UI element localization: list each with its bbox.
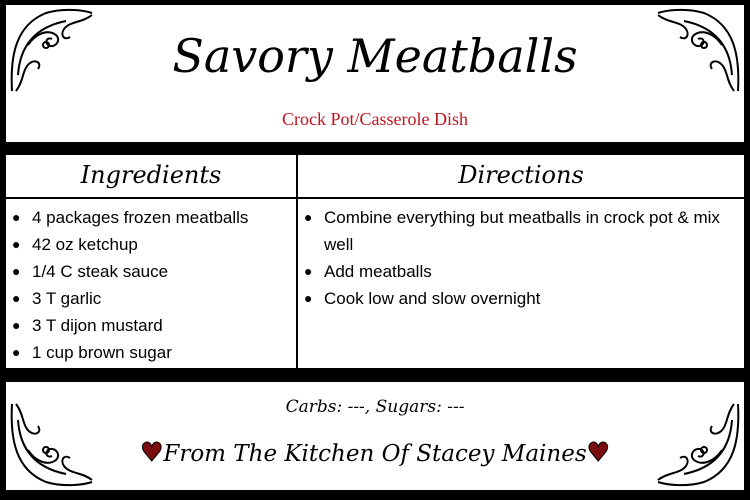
kitchen-credit-text: From The Kitchen Of Stacey Maines xyxy=(163,441,587,467)
ingredients-heading: Ingredients xyxy=(80,161,222,189)
ingredients-column xyxy=(6,155,296,368)
kitchen-credit xyxy=(6,438,744,468)
list-item: ● Cook low and slow overnight xyxy=(304,285,734,312)
list-item: ● 3 T garlic xyxy=(12,285,292,312)
list-item: ● 3 T dijon mustard xyxy=(12,312,292,339)
directions-heading: Directions xyxy=(458,161,584,189)
list-item: ● Add meatballs xyxy=(304,258,734,285)
list-item: ● 42 oz ketchup xyxy=(12,231,292,258)
recipe-body-panel xyxy=(6,155,744,368)
recipe-subtitle: Crock Pot/Casserole Dish xyxy=(282,109,468,129)
recipe-title: Savory Meatballs xyxy=(172,29,578,83)
directions-list xyxy=(304,204,734,312)
footer-panel xyxy=(6,382,744,490)
heart-icon: ♥ xyxy=(586,438,610,468)
heart-icon: ♥ xyxy=(140,438,164,468)
list-item: ● 1/4 C steak sauce xyxy=(12,258,292,285)
nutrition-info: Carbs: ---, Sugars: --- xyxy=(285,397,465,417)
list-item: ● 1 cup brown sugar xyxy=(12,339,292,366)
ingredients-list xyxy=(12,204,292,366)
title-panel xyxy=(6,5,744,142)
list-item: ● Combine everything but meatballs in crock pot & mix well xyxy=(304,204,734,258)
list-item: ● 4 packages frozen meatballs xyxy=(12,204,292,231)
directions-column xyxy=(298,155,744,368)
